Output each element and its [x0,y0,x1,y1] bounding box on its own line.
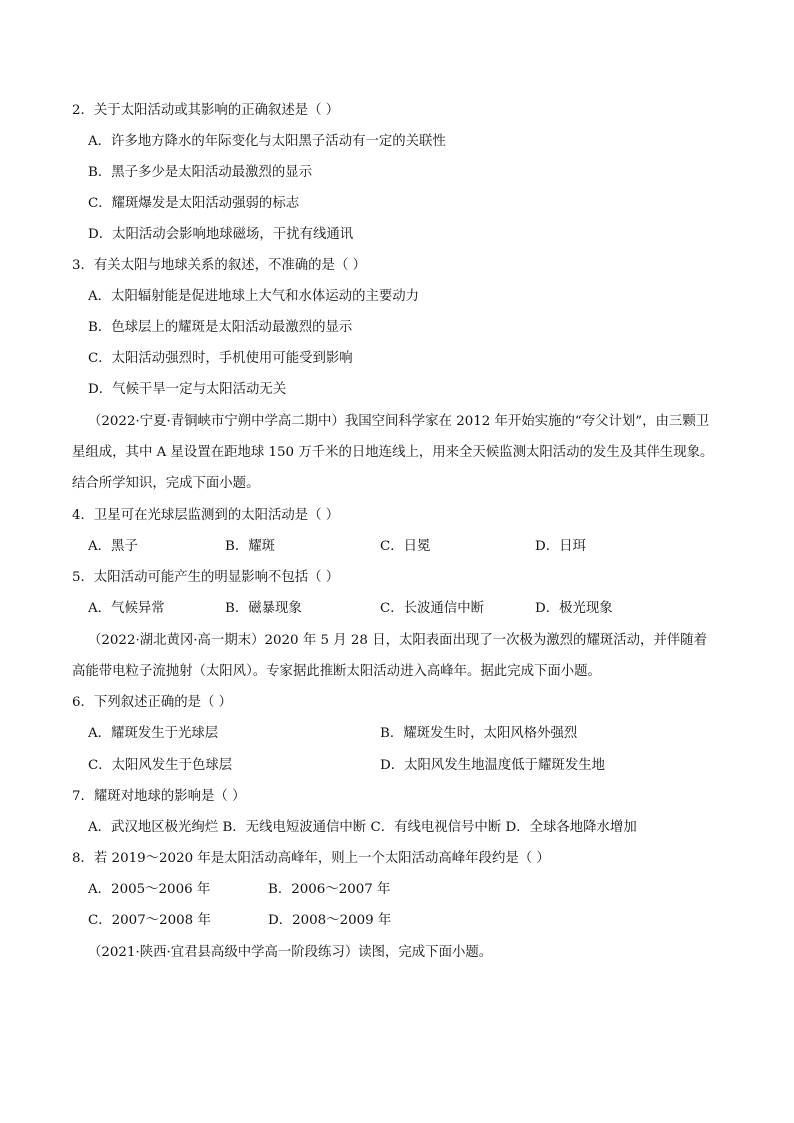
question-3-option-d: D．气候干旱一定与太阳活动无关 [88,382,287,397]
question-3-option-c: C．太阳活动强烈时，手机使用可能受到影响 [88,351,353,366]
question-8-stem: 8．若 2019～2020 年是太阳活动高峰年，则上一个太阳活动高峰年段约是（ ） [72,851,550,866]
question-2-option-d: D．太阳活动会影响地球磁场，干扰有线通讯 [88,227,354,242]
passage-2-line-2: 高能带电粒子流抛射（太阳风）。专家据此推断太阳活动进入高峰年。据此完成下面小题。 [72,664,601,679]
question-6-option-c: C．太阳风发生于色球层 [88,758,233,773]
question-4-stem: 4．卫星可在光球层监测到的太阳活动是（ ） [72,508,340,523]
question-5-stem: 5．太阳活动可能产生的明显影响不包括（ ） [72,570,340,585]
question-8-option-c: C．2007～2008 年 [88,913,211,928]
question-7-options: A．武汉地区极光绚烂 B．无线电短波通信中断 C．有线电视信号中断 D．全球各地降水增加 [88,820,637,835]
passage-1-line-2: 星组成，其中 A 星设置在距地球 150 万千米的日地连线上，用来全天候监测太阳活动的发生及其伴生现象。 [72,445,714,460]
passage-2-line-1: （2022·湖北黄冈·高一期末）2020 年 5 月 28 日，太阳表面出现了一次极为激烈的耀斑活动，并伴随着 [88,633,707,648]
question-5-option-d: D．极光现象 [535,601,613,616]
question-6-option-d: D．太阳风发生地温度低于耀斑发生地 [380,758,605,773]
question-5-option-a: A．气候异常 [88,601,165,616]
question-8-option-a: A．2005～2006 年 [88,882,211,897]
question-6-option-a: A．耀斑发生于光球层 [88,726,219,741]
passage-3-line: （2021·陕西·宜君县高级中学高一阶段练习）读图，完成下面小题。 [88,945,493,960]
question-4-option-b: B．耀斑 [225,539,276,554]
question-3-option-a: A．太阳辐射能是促进地球上大气和水体运动的主要动力 [88,289,420,304]
question-2-option-a: A．许多地方降水的年际变化与太阳黑子活动有一定的关联性 [88,134,446,149]
question-4-option-a: A．黑子 [88,539,138,554]
question-6-option-b: B．耀斑发生时，太阳风格外强烈 [380,726,578,741]
question-7-stem: 7．耀斑对地球的影响是（ ） [72,789,246,804]
passage-1-line-1: （2022·宁夏·青铜峡市宁朔中学高二期中）我国空间科学家在 2012 年开始实施的“夸父计划”，由三颗卫 [88,414,710,429]
question-4-option-c: C．日冕 [380,539,431,554]
question-2-option-b: B．黑子多少是太阳活动最激烈的显示 [88,165,313,180]
question-4-option-d: D．日珥 [535,539,586,554]
question-8-option-b: B．2006～2007 年 [268,882,391,897]
question-5-option-c: C．长波通信中断 [380,601,484,616]
question-8-option-d: D．2008～2009 年 [268,913,392,928]
question-6-stem: 6．下列叙述正确的是（ ） [72,695,233,710]
passage-1-line-3: 结合所学知识，完成下面小题。 [72,476,260,491]
question-3-stem: 3．有关太阳与地球关系的叙述，不准确的是（ ） [72,258,366,273]
question-2-option-c: C．耀斑爆发是太阳活动强弱的标志 [88,196,300,211]
question-3-option-b: B．色球层上的耀斑是太阳活动最激烈的显示 [88,320,353,335]
question-5-option-b: B．磁暴现象 [225,601,302,616]
question-2-stem: 2．关于太阳活动或其影响的正确叙述是（ ） [72,103,340,118]
